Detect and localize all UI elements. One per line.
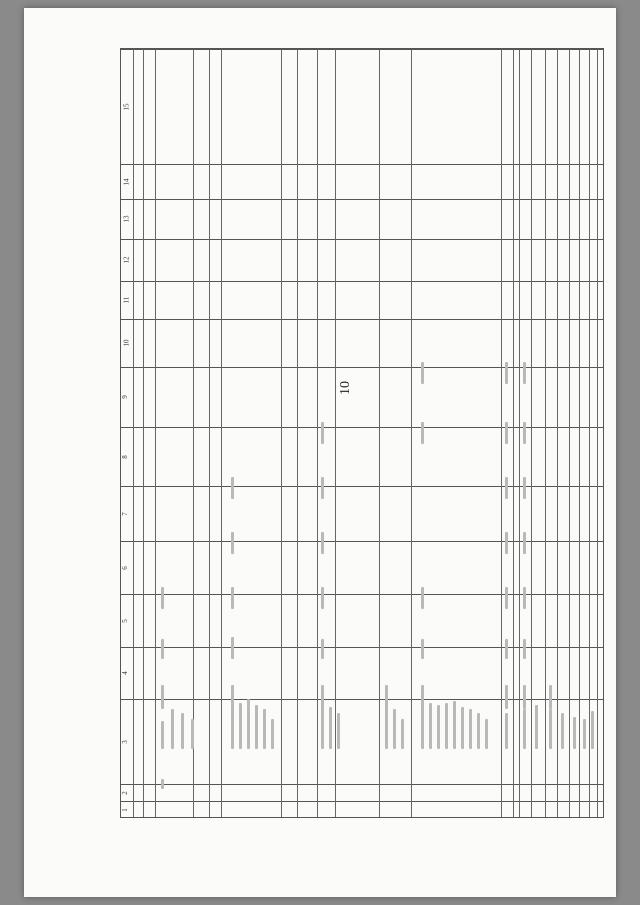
cell-text-stroke — [505, 587, 508, 609]
column-number: 6 — [120, 565, 129, 570]
column-number: 11 — [122, 296, 131, 304]
column-number: 5 — [120, 618, 129, 623]
row-divider — [589, 49, 590, 817]
column-number: 13 — [122, 215, 131, 223]
column-number: 1 — [120, 808, 129, 812]
cell-text-stroke — [255, 705, 258, 749]
cell-text-stroke — [421, 587, 424, 609]
cell-text-stroke — [161, 779, 164, 789]
cell-text-stroke — [523, 532, 526, 554]
row-divider — [519, 49, 520, 817]
column-number: 4 — [120, 671, 129, 675]
row-divider — [209, 49, 210, 817]
cell-text-stroke — [523, 685, 526, 709]
column-number: 12 — [122, 256, 131, 264]
row-divider — [297, 49, 298, 817]
cell-text-stroke — [445, 703, 448, 749]
cell-text-stroke — [171, 709, 174, 749]
cell-text-stroke — [549, 685, 552, 709]
cell-text-stroke — [523, 709, 526, 749]
cell-text-stroke — [591, 711, 594, 749]
cell-text-stroke — [231, 587, 234, 609]
cell-text-stroke — [321, 703, 324, 749]
cell-text-stroke — [505, 639, 508, 659]
cell-text-stroke — [429, 703, 432, 749]
cell-text-stroke — [505, 713, 508, 749]
cell-text-stroke — [337, 713, 340, 749]
cell-text-stroke — [385, 685, 388, 709]
cell-text-stroke — [231, 685, 234, 709]
cell-text-stroke — [393, 709, 396, 749]
page-number: 10 — [338, 381, 353, 395]
cell-text-stroke — [523, 639, 526, 659]
cell-text-stroke — [421, 639, 424, 659]
cell-text-stroke — [161, 721, 164, 749]
row-divider — [379, 49, 380, 817]
cell-text-stroke — [161, 587, 164, 609]
row-divider — [335, 49, 336, 817]
budget-table — [120, 48, 604, 818]
row-divider — [143, 49, 144, 817]
row-divider — [281, 49, 282, 817]
row-divider — [133, 49, 134, 817]
cell-text-stroke — [453, 701, 456, 749]
column-number: 8 — [120, 454, 129, 459]
row-divider — [569, 49, 570, 817]
cell-text-stroke — [271, 719, 274, 749]
cell-text-stroke — [321, 422, 324, 444]
cell-text-stroke — [161, 639, 164, 659]
cell-text-stroke — [329, 707, 332, 749]
row-divider — [155, 49, 156, 817]
cell-text-stroke — [549, 709, 552, 749]
cell-text-stroke — [505, 362, 508, 384]
cell-text-stroke — [247, 699, 250, 749]
row-divider — [597, 49, 598, 817]
cell-text-stroke — [231, 637, 234, 659]
column-number: 7 — [120, 511, 129, 516]
column-number: 2 — [120, 790, 129, 795]
row-divider — [501, 49, 502, 817]
column-number: 3 — [120, 739, 129, 744]
cell-text-stroke — [191, 719, 194, 749]
cell-text-stroke — [583, 719, 586, 749]
cell-text-stroke — [321, 532, 324, 554]
column-number: 14 — [122, 178, 131, 185]
cell-text-stroke — [523, 422, 526, 444]
cell-text-stroke — [505, 685, 508, 709]
row-divider — [557, 49, 558, 817]
row-divider — [193, 49, 194, 817]
row-divider — [317, 49, 318, 817]
cell-text-stroke — [469, 709, 472, 749]
cell-text-stroke — [181, 713, 184, 749]
column-number: 15 — [122, 103, 131, 110]
row-divider — [513, 49, 514, 817]
cell-text-stroke — [523, 477, 526, 499]
cell-text-stroke — [385, 705, 388, 749]
row-divider — [221, 49, 222, 817]
row-divider — [531, 49, 532, 817]
cell-text-stroke — [321, 477, 324, 499]
cell-text-stroke — [421, 362, 424, 384]
cell-text-stroke — [485, 719, 488, 749]
cell-text-stroke — [561, 713, 564, 749]
cell-text-stroke — [321, 639, 324, 659]
cell-text-stroke — [523, 587, 526, 609]
cell-text-stroke — [573, 717, 576, 749]
cell-text-stroke — [461, 707, 464, 749]
cell-text-stroke — [239, 703, 242, 749]
cell-text-stroke — [401, 719, 404, 749]
cell-text-stroke — [161, 685, 164, 709]
cell-text-stroke — [321, 685, 324, 709]
cell-text-stroke — [231, 532, 234, 554]
column-number: 9 — [120, 395, 129, 399]
cell-text-stroke — [231, 477, 234, 499]
cell-text-stroke — [505, 422, 508, 444]
row-divider — [545, 49, 546, 817]
row-divider — [411, 49, 412, 817]
cell-text-stroke — [421, 422, 424, 444]
cell-text-stroke — [437, 705, 440, 749]
cell-text-stroke — [421, 685, 424, 709]
column-number: 10 — [122, 339, 131, 347]
cell-text-stroke — [523, 362, 526, 384]
cell-text-stroke — [505, 532, 508, 554]
cell-text-stroke — [505, 477, 508, 499]
cell-text-stroke — [535, 705, 538, 749]
cell-text-stroke — [263, 709, 266, 749]
row-divider — [579, 49, 580, 817]
cell-text-stroke — [321, 587, 324, 609]
document-page — [24, 8, 616, 897]
cell-text-stroke — [477, 713, 480, 749]
